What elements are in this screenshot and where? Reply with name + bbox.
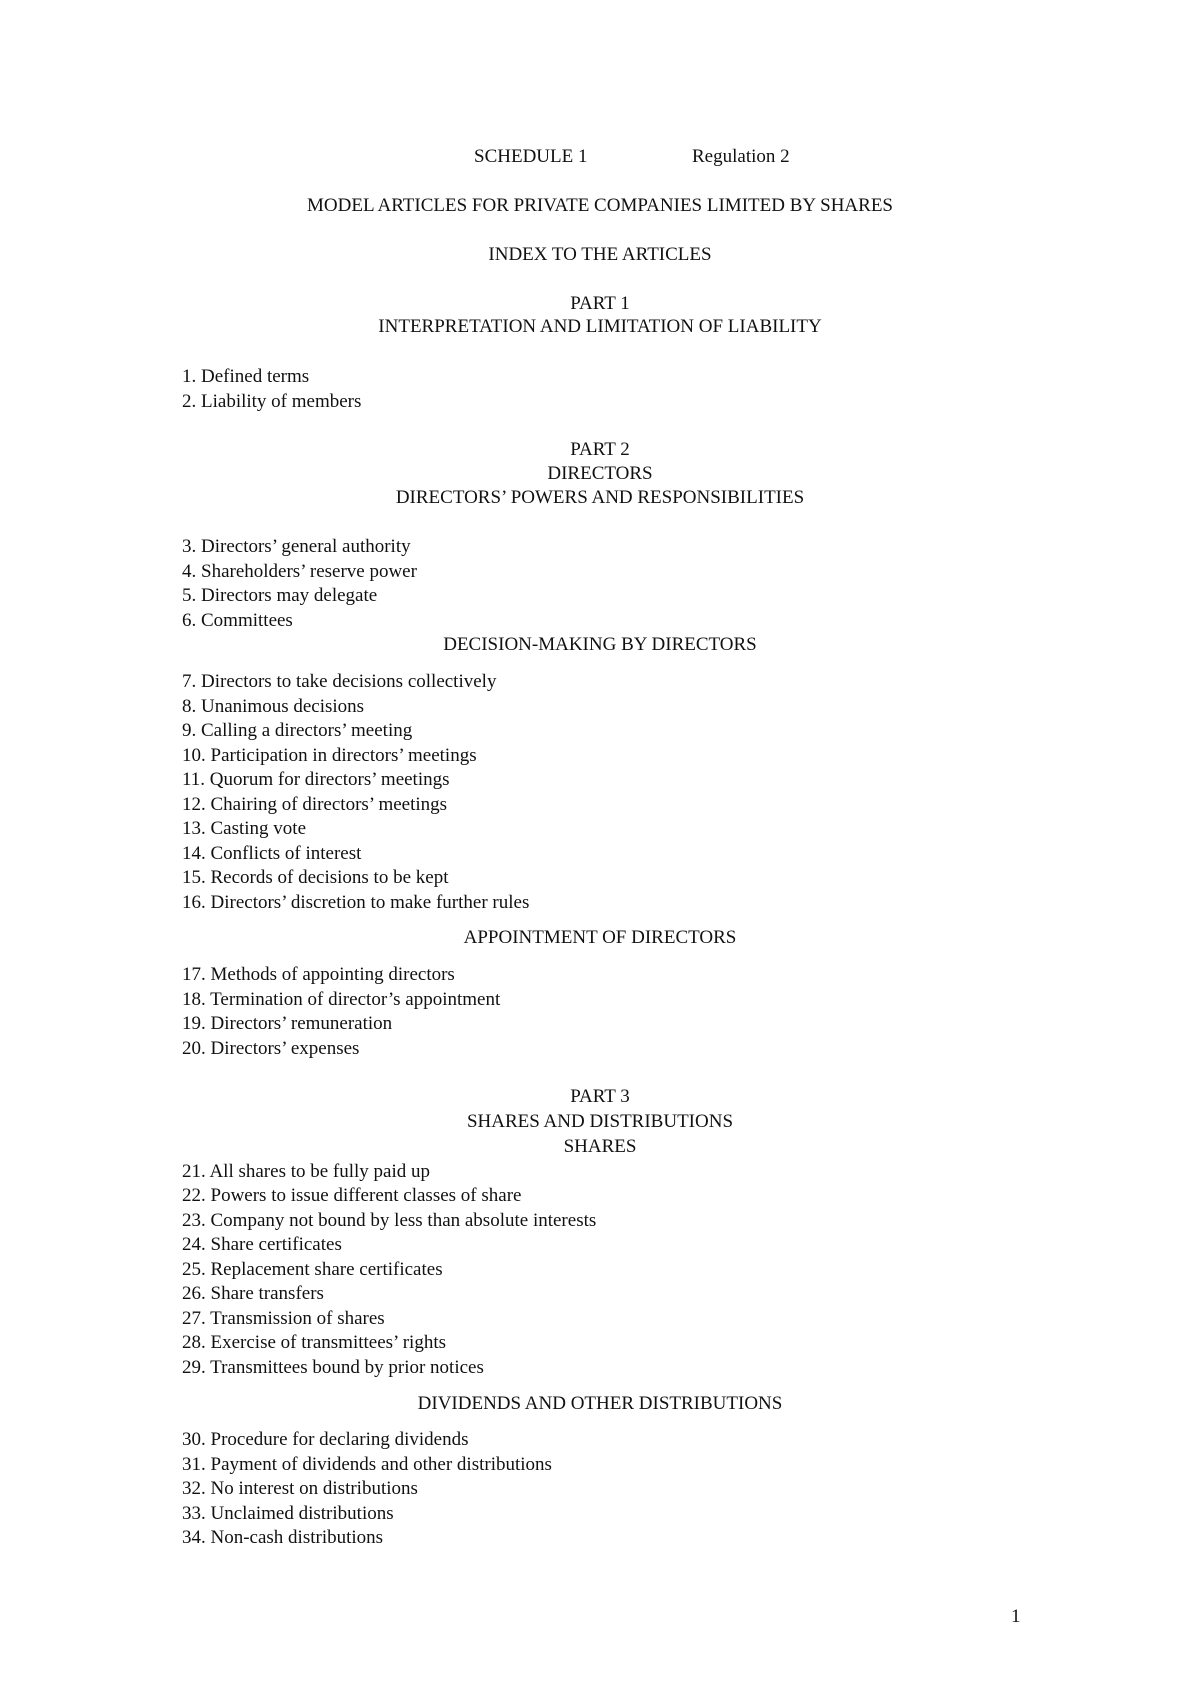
section-heading: DIVIDENDS AND OTHER DISTRIBUTIONS [417, 1393, 783, 1414]
index-title: INDEX TO THE ARTICLES [488, 244, 712, 265]
article-item: 16. Directors’ discretion to make further rules [182, 892, 530, 913]
article-item: 25. Replacement share certificates [182, 1259, 443, 1280]
article-item: 33. Unclaimed distributions [182, 1503, 394, 1524]
article-item: 31. Payment of dividends and other distributions [182, 1454, 552, 1475]
regulation-label: Regulation 2 [692, 146, 790, 167]
article-item: 6. Committees [182, 610, 293, 631]
article-item: 21. All shares to be fully paid up [182, 1161, 431, 1182]
part3-title: SHARES AND DISTRIBUTIONS [466, 1111, 734, 1132]
part2-title: DIRECTORS [547, 463, 653, 484]
article-item: 32. No interest on distributions [182, 1478, 418, 1499]
article-item: 23. Company not bound by less than absolute interests [182, 1210, 597, 1231]
part3-label: PART 3 [570, 1086, 630, 1107]
article-item: 2. Liability of members [182, 391, 362, 412]
article-item: 22. Powers to issue different classes of share [182, 1185, 522, 1206]
article-item: 10. Participation in directors’ meetings [182, 745, 477, 766]
article-item: 29. Transmittees bound by prior notices [182, 1357, 484, 1378]
document-title: MODEL ARTICLES FOR PRIVATE COMPANIES LIMITED BY SHARES [307, 195, 893, 216]
article-item: 19. Directors’ remuneration [182, 1013, 393, 1034]
article-item: 17. Methods of appointing directors [182, 964, 455, 985]
article-item: 28. Exercise of transmittees’ rights [182, 1332, 446, 1353]
part1-label: PART 1 [570, 293, 630, 314]
section-heading: DECISION-MAKING BY DIRECTORS [443, 634, 757, 655]
article-item: 14. Conflicts of interest [182, 843, 362, 864]
section-heading: APPOINTMENT OF DIRECTORS [463, 927, 737, 948]
article-item: 27. Transmission of shares [182, 1308, 385, 1329]
part2-label: PART 2 [570, 439, 630, 460]
section-heading: DIRECTORS’ POWERS AND RESPONSIBILITIES [395, 487, 805, 508]
article-item: 5. Directors may delegate [182, 585, 378, 606]
article-item: 8. Unanimous decisions [182, 696, 365, 717]
schedule-label: SCHEDULE 1 [474, 146, 588, 167]
article-item: 15. Records of decisions to be kept [182, 867, 449, 888]
article-item: 18. Termination of director’s appointment [182, 989, 501, 1010]
article-item: 26. Share transfers [182, 1283, 324, 1304]
article-item: 1. Defined terms [182, 366, 310, 387]
article-item: 24. Share certificates [182, 1234, 342, 1255]
article-item: 20. Directors’ expenses [182, 1038, 360, 1059]
article-item: 13. Casting vote [182, 818, 307, 839]
page-number: 1 [1011, 1606, 1021, 1627]
article-item: 30. Procedure for declaring dividends [182, 1429, 469, 1450]
article-item: 4. Shareholders’ reserve power [182, 561, 417, 582]
article-item: 34. Non-cash distributions [182, 1527, 384, 1548]
section-heading: SHARES [563, 1136, 637, 1157]
article-item: 9. Calling a directors’ meeting [182, 720, 413, 741]
article-item: 7. Directors to take decisions collectively [182, 671, 497, 692]
article-item: 11. Quorum for directors’ meetings [182, 769, 450, 790]
article-item: 12. Chairing of directors’ meetings [182, 794, 448, 815]
article-item: 3. Directors’ general authority [182, 536, 411, 557]
part1-title: INTERPRETATION AND LIMITATION OF LIABILITY [378, 316, 822, 337]
